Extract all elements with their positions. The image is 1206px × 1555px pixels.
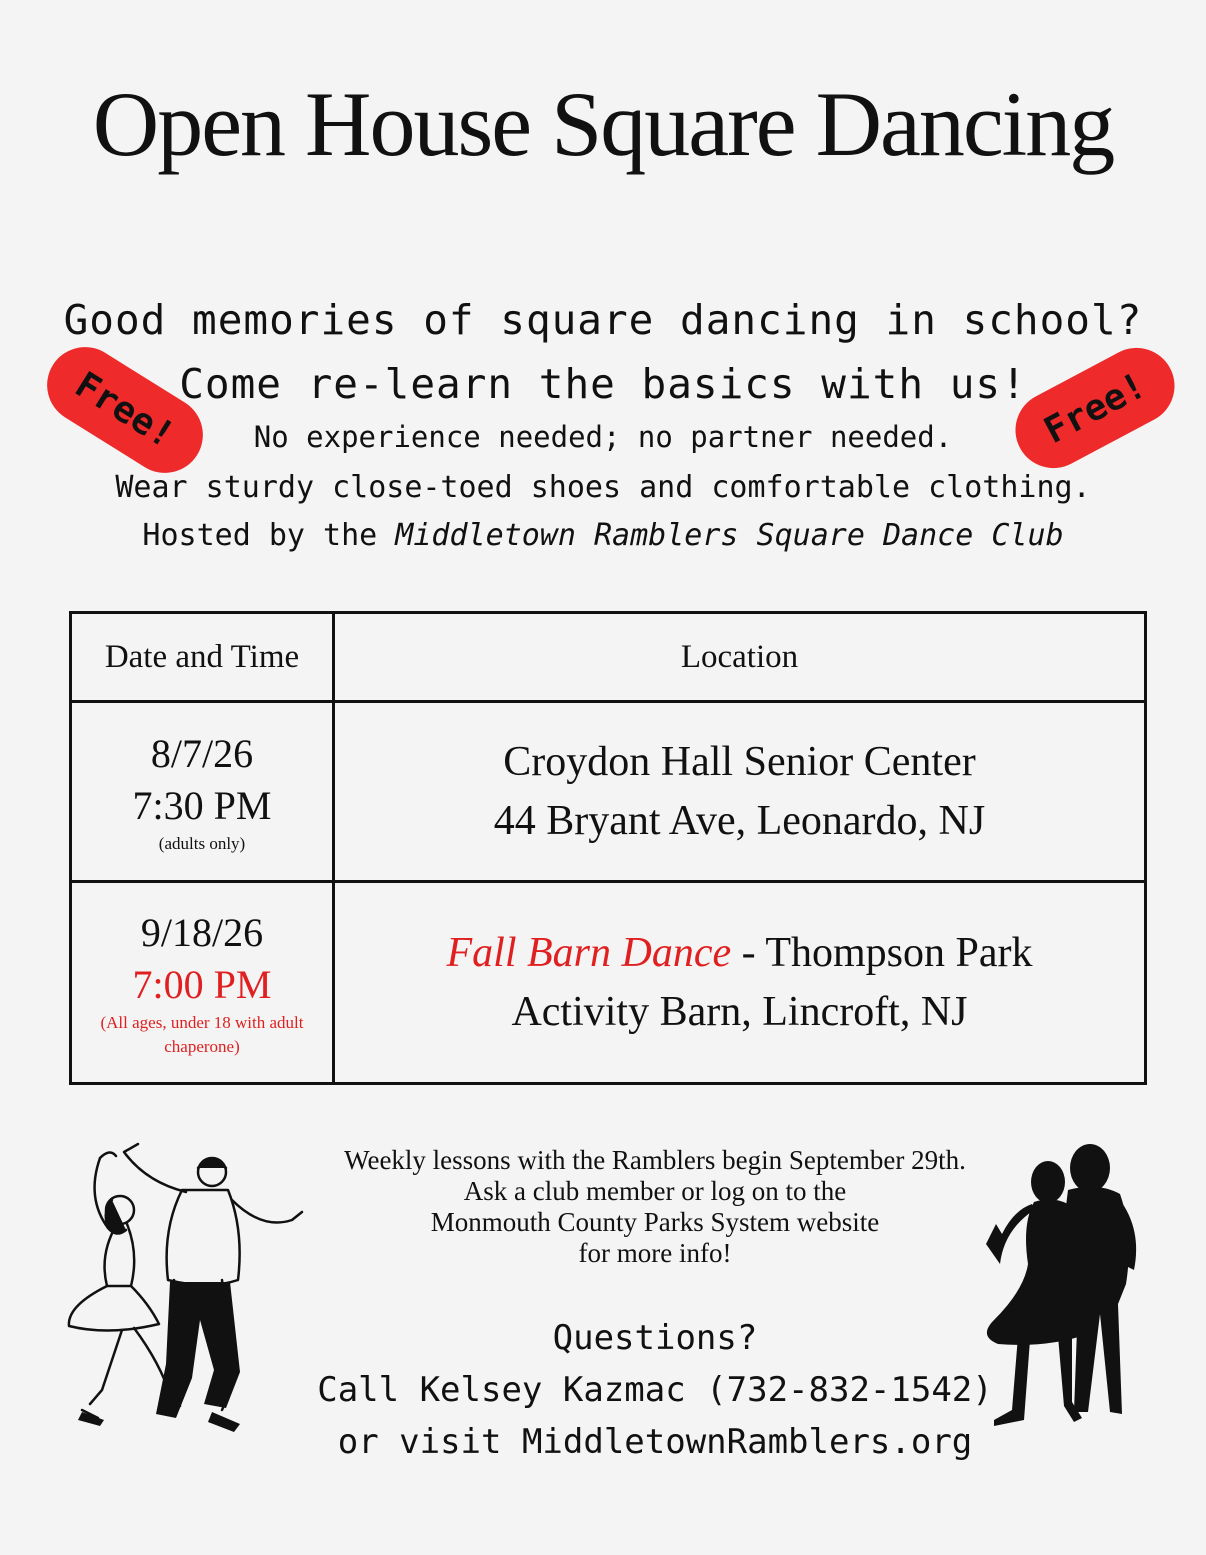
contact-call: Call Kelsey Kazmac (732-832-1542) bbox=[317, 1370, 993, 1410]
event-name: Fall Barn Dance bbox=[446, 929, 732, 976]
questions-heading: Questions? bbox=[552, 1318, 758, 1358]
lessons-line-1: Weekly lessons with the Ramblers begin September 29th. bbox=[344, 1145, 966, 1175]
intro-line-5 bbox=[0, 518, 1206, 553]
location-line-1: Croydon Hall Senior Center bbox=[503, 738, 976, 785]
event-date: 9/18/26 bbox=[140, 909, 264, 955]
location-line-2: 44 Bryant Ave, Leonardo, NJ bbox=[493, 797, 986, 844]
free-badge-left bbox=[33, 333, 217, 488]
free-badge-right bbox=[1002, 335, 1188, 482]
intro-line-1: Good memories of square dancing in school? bbox=[63, 296, 1143, 344]
club-name: Middletown Ramblers Square Dance Club bbox=[395, 518, 1064, 553]
header-date-time: Date and Time bbox=[71, 613, 334, 702]
location-line-2: Activity Barn, Lincroft, NJ bbox=[511, 988, 968, 1035]
table-row bbox=[71, 882, 1146, 1084]
intro-line-2: Come re-learn the basics with us! bbox=[179, 360, 1027, 408]
lessons-info bbox=[290, 1145, 1020, 1269]
couple-silhouette-illustration bbox=[978, 1140, 1148, 1430]
contact-info bbox=[290, 1312, 1020, 1468]
event-time: 7:30 PM bbox=[132, 782, 272, 828]
page-title: Open House Square Dancing bbox=[92, 73, 1114, 175]
location-cell bbox=[334, 882, 1146, 1084]
table-row bbox=[71, 702, 1146, 882]
date-time-cell bbox=[71, 702, 334, 882]
host-prefix: Hosted by the bbox=[142, 518, 396, 553]
header-location: Location bbox=[334, 613, 1146, 702]
free-badge-label: Free! bbox=[1037, 364, 1153, 452]
dancing-couple-illustration bbox=[62, 1130, 322, 1440]
location-suffix: - Thompson Park bbox=[731, 929, 1033, 976]
location-cell bbox=[334, 702, 1146, 882]
event-time: 7:00 PM bbox=[132, 961, 272, 1007]
free-badge-label: Free! bbox=[68, 363, 182, 457]
event-note: (adults only) bbox=[158, 833, 246, 853]
table-header-row bbox=[71, 613, 1146, 702]
lessons-line-4: for more info! bbox=[578, 1238, 732, 1268]
intro-line-3: No experience needed; no partner needed. bbox=[253, 420, 953, 454]
lessons-line-3: Monmouth County Parks System website bbox=[430, 1207, 880, 1237]
schedule-table bbox=[69, 611, 1147, 1085]
date-time-cell bbox=[71, 882, 334, 1084]
event-note: (All ages, under 18 with adult chaperone) bbox=[100, 1012, 304, 1056]
location-line-1 bbox=[335, 924, 1144, 983]
event-date: 8/7/26 bbox=[150, 730, 254, 776]
intro-line-4: Wear sturdy close-toed shoes and comfortable clothing. bbox=[115, 470, 1091, 505]
lessons-line-2: Ask a club member or log on to the bbox=[463, 1176, 847, 1206]
contact-visit: or visit MiddletownRamblers.org bbox=[337, 1422, 973, 1462]
